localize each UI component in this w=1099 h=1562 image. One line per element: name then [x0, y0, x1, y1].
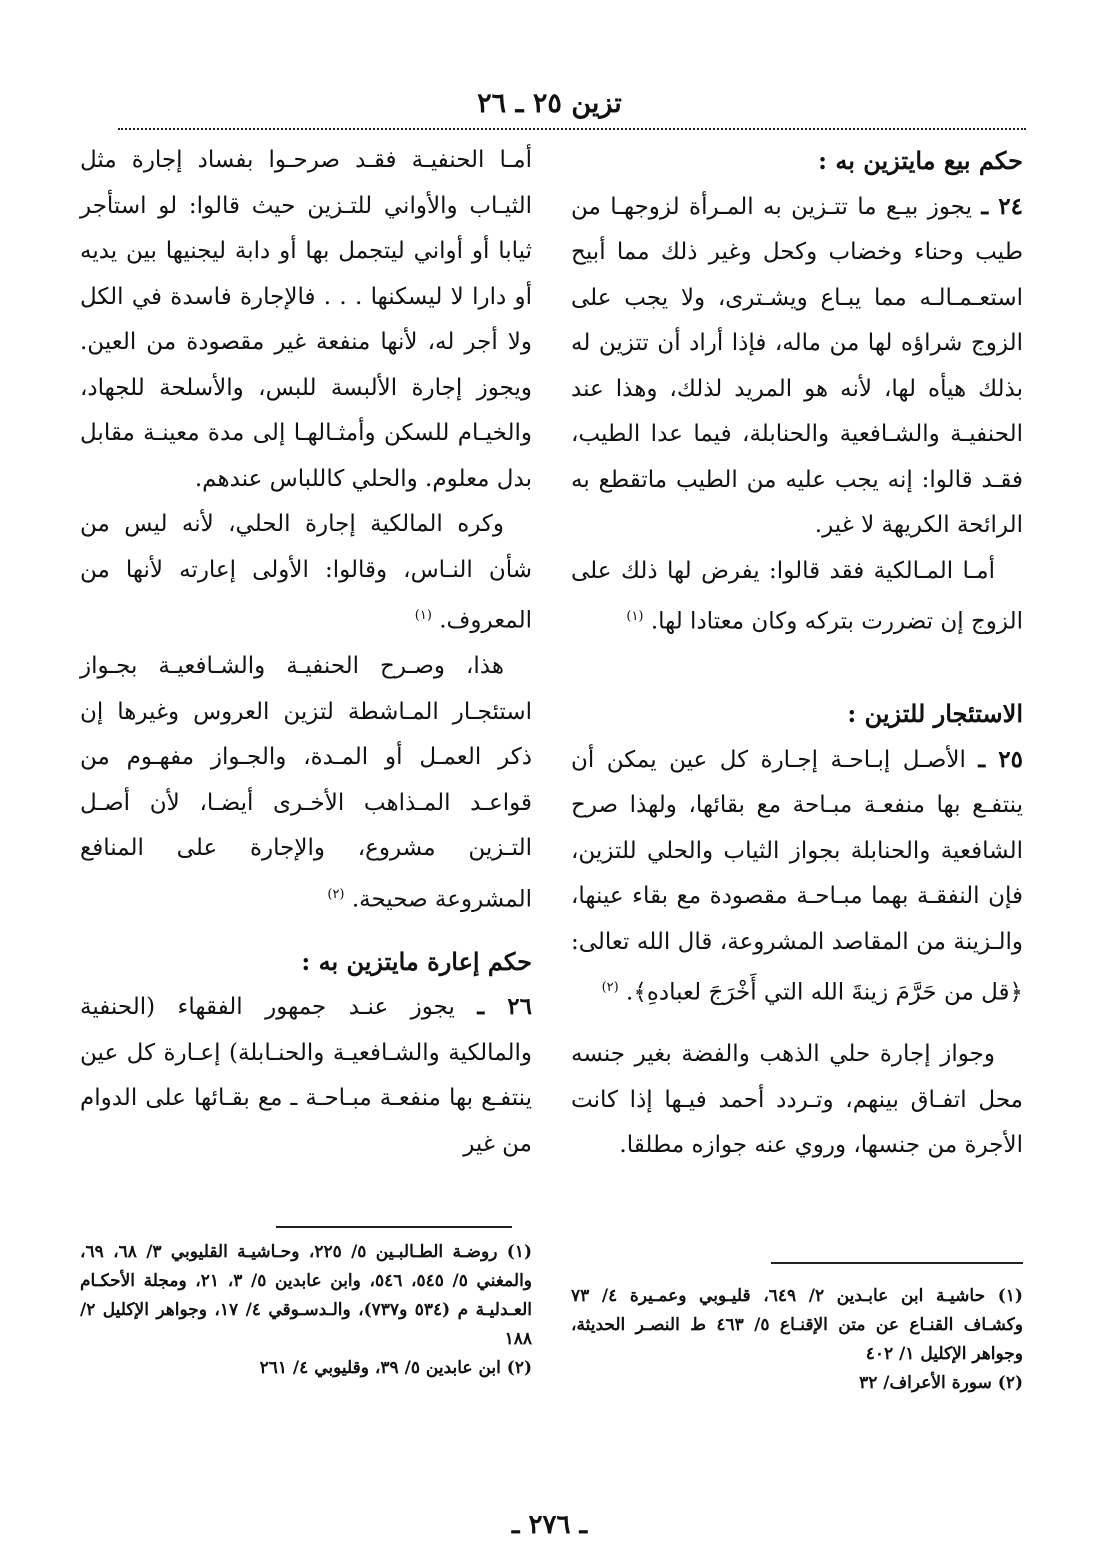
paragraph-25: ٢٥ ـ الأصـل إبـاحـة إجـارة كل عين يمكن أن ينتفـع بها منفعـة مبـاحة مع بقائها، ولهذا صرح الشافعية والحنابلة بجواز الثياب والحلي للتزين، فإن النفقـة بهما مبـاحـة مقصودة مع بقاء عينها، والـزينة من المقاصد المشروعة، قال الله تعالى: ﴿قل من حَرَّمَ زينةَ الله التي أَخْرَجَ لعبادهِ﴾. $^{(٢)}$	[571, 745, 1023, 1006]
footnote-rule-right	[771, 1262, 1023, 1264]
footnote-marker: (٢)	[601, 980, 619, 996]
paragraph-text: هذا، وصـرح الحنفيـة والشـافعيـة بجـواز استئجـار المـاشطة لتزين العروس وغيرها إن ذكر العمـل أو المـدة، والجـواز مفهـوم من قواعـد المـذاهب الأخـرى أيضـا، لأن أصـل التـزين مشروع، والإجارة على المنافع المشروعة صحيحة.	[80, 653, 532, 913]
footnote: (١) حاشيـة ابن عابـدين ٢/ ٦٤٩، قليـوبي وعمـيرة ٤/ ٧٣ وكشـاف القنـاع عن متن الإقنـاع ٥/ ٤٦٣ ط النصـر الحديثة، وجواهر الإكليل ١/ ٤٠٢	[571, 1286, 1023, 1364]
footnotes-right	[571, 1282, 1023, 1398]
paragraph-text: يجوز عنـد جمهور الفقهاء (الحنفية والمالكية والشـافعيـة والحنـابلة) إعـارة كل عين ينتفـع بها منفعـة مبـاحـة ـ مع بقـائها على الدوام من غير	[80, 994, 532, 1157]
quran-verse: ﴿قل من حَرَّمَ زينةَ الله التي أَخْرَجَ لعبادهِ﴾	[633, 979, 1023, 1006]
paragraph-text: الأصـل إبـاحـة إجـارة كل عين يمكن أن ينتفـع بها منفعـة مبـاحة مع بقائها، ولهذا صرح الشافعية والحنابلة بجواز الثياب والحلي للتزين، فإن النفقـة بهما مبـاحـة مقصودة مع بقاء عينها، والـزينة من المقاصد المشروعة، قال الله تعالى:	[571, 746, 1023, 955]
paragraph-gold: وجواز إجارة حلي الذهب والفضة بغير جنسه محل اتفـاق بينهم، وتـردد أحمد فيـها إذا كانت الأجرة من جنسها، وروي عنه جوازه مطلقا.	[571, 1041, 1023, 1159]
footnote-marker: (٢)	[327, 886, 345, 902]
header-dotted-rule	[118, 128, 1026, 130]
spacer	[571, 645, 1023, 691]
spacer	[571, 1016, 1023, 1032]
heading-sale: حكم بيع مايتزين به :	[818, 146, 1023, 175]
heading-rent: الاستئجار للتزين :	[847, 699, 1023, 729]
paragraph-karaha	[80, 502, 532, 644]
right-column	[571, 138, 1023, 1169]
paragraph-number: ٢٦ ـ	[477, 993, 533, 1021]
footnote: (٢) سورة الأعراف/ ٣٢	[859, 1373, 1023, 1393]
paragraph-number: ٢٤ ـ	[981, 192, 1023, 220]
footnote-rule-left	[276, 1226, 512, 1228]
footnotes-left	[80, 1238, 532, 1383]
page-number: ـ ٢٧٦ ـ	[511, 1510, 588, 1540]
running-head: تزين ٢٥ ـ ٢٦	[477, 88, 622, 119]
footnote: (١) روضـة الطـالبـين ٥/ ٢٢٥، وحـاشيـة القليوبي ٣/ ٦٨، ٦٩، والمغني ٥/ ٥٤٥، ٥٤٦، وابن عابدين ٥/ ٣، ٢١، ومجلة الأحكـام العـدليـة م (٥٣٤ و٧٣٧)، والـدسـوقي ٤/ ١٧، وجواهر الإكليل ٢/ ١٨٨	[80, 1242, 532, 1349]
paragraph-hanafiyya: أمـا الحنفيـة فقـد صرحـوا بفساد إجارة مثل الثيـاب والأواني للتـزين حيث قالوا: لو استأجر ثيابا أو أواني ليتجمل بها أو دابة ليجنيها بين يديه أو دارا لا ليسكنها . . . فالإجارة فاسدة في الكل ولا أجر له، لأنها منفعة غير مقصودة من العين. ويجوز إجارة الألبسة للبس، والأسلحة للجهاد، والخيـام للسكن وأمثـالهـا إلى مدة معينـة مقابل بدل معلوم. والحلي كاللباس عندهم.	[80, 147, 532, 492]
left-column	[80, 138, 532, 1167]
paragraph-number: ٢٥ ـ	[978, 745, 1023, 773]
spacer	[80, 923, 532, 939]
footnote: (٢) ابن عابدين ٥/ ٣٩، وقليوبي ٤/ ٢٦١	[259, 1358, 532, 1378]
footnote-marker: (١)	[414, 608, 432, 623]
paragraph-24	[571, 184, 1023, 549]
paragraph-text: يجوز بيـع ما تتـزين به المـرأة لزوجهـا من طيب وحناء وخضاب وكحل وغير ذلك مما أبيح استعـمـالـه مما يبـاع ويشـترى، ولا يجب على الزوج شراؤه لها من ماله، فإذا أراد أن تتزين له بذلك هيأه لها، لأنه هو المريد لذلك، وهذا عند الحنفيـة والشـافعية والحنابلة، فيما عدا الطيب، فقـد قالوا: إنه يجب عليه من الطيب ماتقطع به الرائحة الكريهة لا غير.	[571, 193, 1023, 538]
paragraph-26	[80, 984, 532, 1167]
heading-lending: حكم إعارة مايتزين به :	[301, 946, 532, 976]
paragraph-malikiyya	[571, 549, 1023, 646]
paragraph-hatha	[80, 644, 532, 923]
paragraph-text: أمـا المـالكية فقد قالوا: يفرض لها ذلك على الزوج إن تضررت بتركه وكان معتادا لها.	[571, 557, 1023, 635]
footnote-marker: (١)	[626, 609, 644, 624]
paragraph-text: وكره المالكية إجارة الحلي، لأنه ليس من شأن النـاس، وقالوا: الأولى إعارته لأنها من المعروف.	[80, 511, 532, 634]
